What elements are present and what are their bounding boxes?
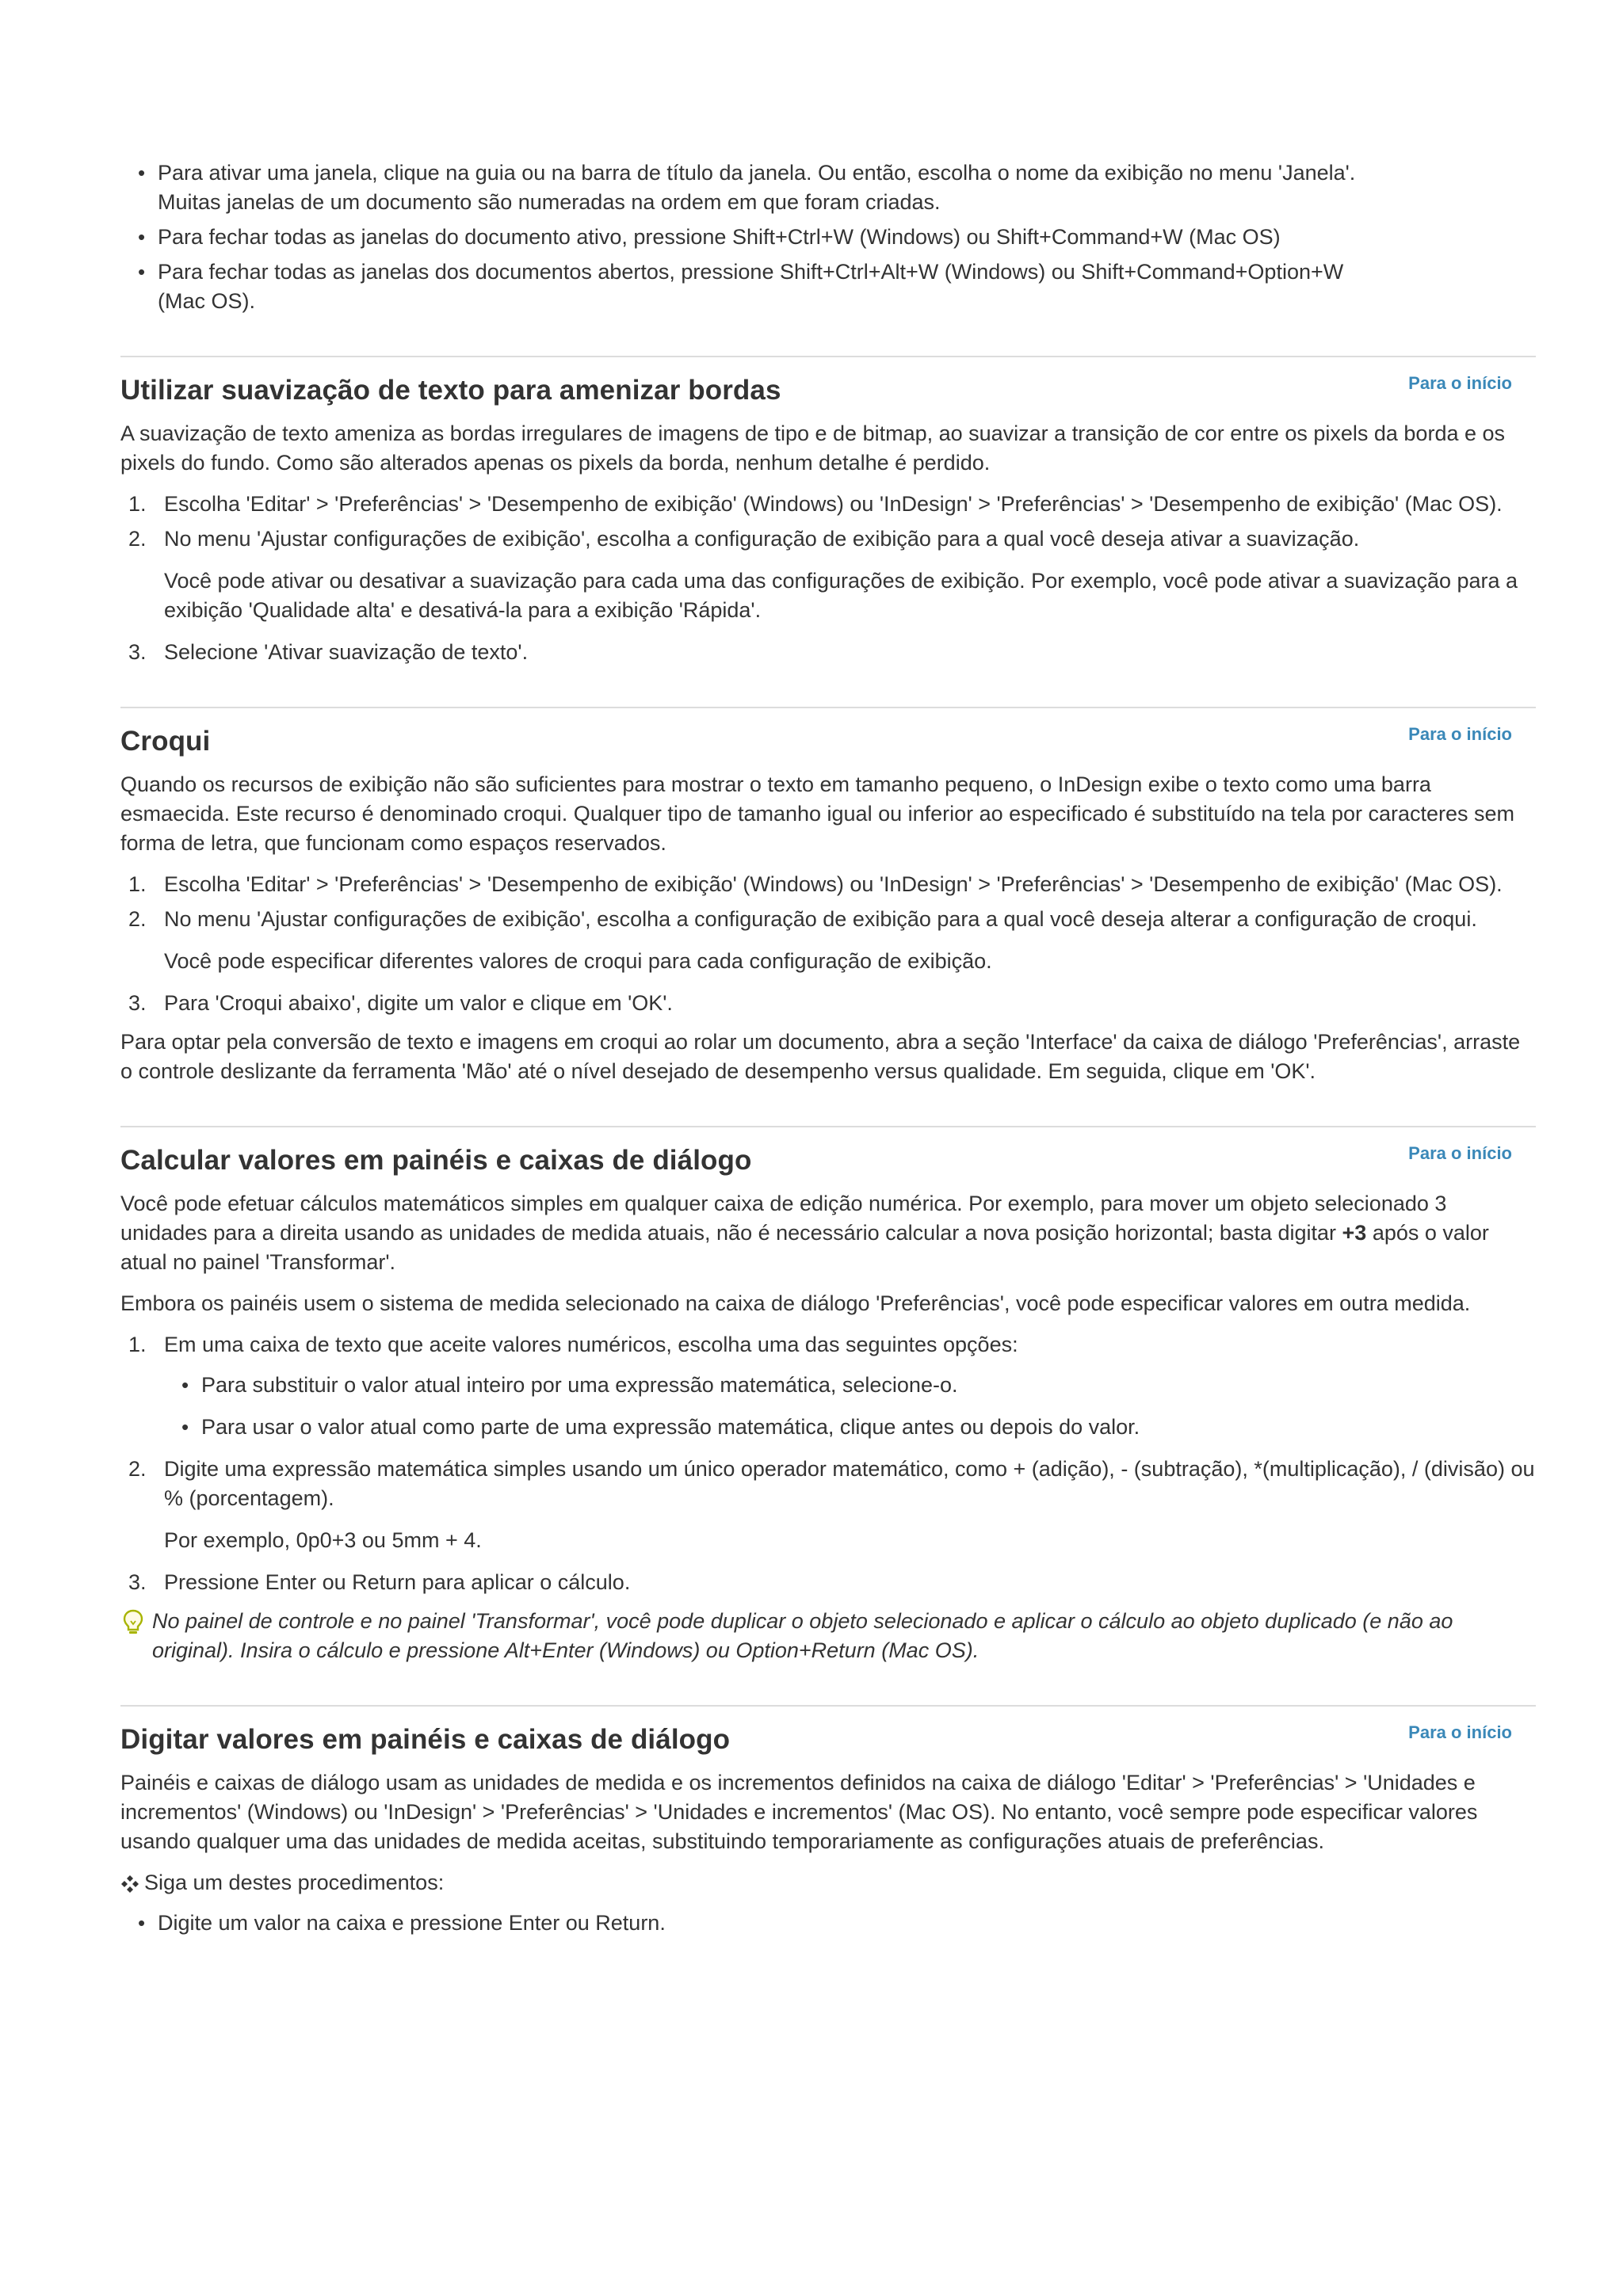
section-intro	[120, 1189, 1536, 1277]
back-to-top-link[interactable]: Para o início	[1408, 724, 1512, 744]
back-to-top-link[interactable]: Para o início	[1408, 1722, 1512, 1742]
four-diamonds-icon	[120, 1875, 139, 1894]
step-number: 1.	[128, 492, 147, 516]
section-title: Utilizar suavização de texto para amenizar bordas	[120, 375, 781, 406]
list-item: • Para fechar todas as janelas do documento ativo, pressione Shift+Ctrl+W (Windows) ou Shift+Command+W (Mac OS)	[158, 223, 1388, 252]
step-number: 2.	[128, 907, 147, 931]
step-item	[120, 1568, 1536, 1597]
lightbulb-icon	[120, 1608, 146, 1637]
section-calculate-values	[120, 1126, 1536, 1665]
step-item	[120, 1455, 1536, 1555]
step-number: 1.	[128, 1333, 147, 1356]
step-item	[120, 638, 1536, 667]
section-enter-values	[120, 1705, 1536, 1938]
intro-bold-value: +3	[1342, 1221, 1367, 1245]
step-text: Pressione Enter ou Return para aplicar o cálculo.	[164, 1570, 631, 1594]
step-note: Por exemplo, 0p0+3 ou 5mm + 4.	[164, 1528, 482, 1552]
list-item: • Para usar o valor atual como parte de uma expressão matemática, clique antes ou depois do valor.	[201, 1413, 1536, 1442]
section-greeking	[120, 707, 1536, 1086]
tip-note	[120, 1607, 1536, 1665]
step-item	[120, 905, 1536, 976]
step-number: 2.	[128, 1457, 147, 1481]
step-text: No menu 'Ajustar configurações de exibição', escolha a configuração de exibição para a qual você deseja ativar a suavização.	[164, 527, 1360, 551]
section-title: Croqui	[120, 726, 211, 757]
step-text: Escolha 'Editar' > 'Preferências' > 'Desempenho de exibição' (Windows) ou 'InDesign' > 'Preferências' > 'Desempenho de exibição' (Mac OS).	[164, 872, 1503, 896]
list-item: • Digite um valor na caixa e pressione Enter ou Return.	[158, 1909, 1388, 1938]
step-item	[120, 989, 1536, 1018]
steps-list	[120, 870, 1536, 1018]
procedure-text: Siga um destes procedimentos:	[144, 1871, 445, 1894]
step-number: 3.	[128, 1570, 147, 1594]
steps-list	[120, 1330, 1536, 1597]
step-text: Digite uma expressão matemática simples usando um único operador matemático, como + (adição), - (subtração), *(multiplicação), / (divisão) ou % (porcentagem).	[164, 1457, 1535, 1510]
intro-bullet-list	[120, 158, 1388, 316]
step-item	[120, 870, 1536, 899]
step-number: 2.	[128, 527, 147, 551]
step-number: 3.	[128, 640, 147, 664]
section-text-smoothing	[120, 356, 1536, 667]
tip-text: No painel de controle e no painel 'Transformar', você pode duplicar o objeto selecionado e aplicar o cálculo ao objeto duplicado (e não ao original). Insira o cálculo e pressione Alt+Enter (Windows) ou Option+Return (Mac OS).	[152, 1609, 1453, 1662]
step-text: Em uma caixa de texto que aceite valores numéricos, escolha uma das seguintes opções:	[164, 1333, 1018, 1356]
back-to-top-link[interactable]: Para o início	[1408, 373, 1512, 393]
section-title: Digitar valores em painéis e caixas de diálogo	[120, 1724, 731, 1755]
intro-text: após o valor atual no painel 'Transformar'.	[120, 1221, 1489, 1274]
section-outro: Para optar pela conversão de texto e imagens em croqui ao rolar um documento, abra a seção 'Interface' da caixa de diálogo 'Preferências', arraste o controle deslizante da ferramenta 'Mão' até o nível desejado de desempenho versus qualidade. Em seguida, clique em 'OK'.	[120, 1030, 1521, 1083]
step-text: Para 'Croqui abaixo', digite um valor e clique em 'OK'.	[164, 991, 673, 1015]
list-item: • Para ativar uma janela, clique na guia ou na barra de título da janela. Ou então, escolha o nome da exibição no menu 'Janela'. Muitas janelas de um documento são numeradas na ordem em que foram criadas.	[158, 158, 1388, 217]
procedure-bullet-list	[120, 1909, 1388, 1938]
step-text: Selecione 'Ativar suavização de texto'.	[164, 640, 529, 664]
step-item	[120, 1330, 1536, 1442]
step-text: Escolha 'Editar' > 'Preferências' > 'Desempenho de exibição' (Windows) ou 'InDesign' > 'Preferências' > 'Desempenho de exibição' (Mac OS).	[164, 492, 1503, 516]
steps-list	[120, 490, 1536, 667]
step-item	[120, 524, 1536, 625]
step-note: Você pode especificar diferentes valores de croqui para cada configuração de exibição.	[164, 949, 992, 973]
step-text: No menu 'Ajustar configurações de exibição', escolha a configuração de exibição para a qual você deseja alterar a configuração de croqui.	[164, 907, 1477, 931]
section-intro: Painéis e caixas de diálogo usam as unidades de medida e os incrementos definidos na caixa de diálogo 'Editar' > 'Preferências' > 'Unidades e incrementos' (Windows) ou 'InDesign' > 'Preferências' > 'Unidades e incrementos' (Mac OS). No entanto, você sempre pode especificar valores usando qualquer uma das unidades de medida aceitas, substituindo temporariamente as configurações atuais de preferências.	[120, 1771, 1478, 1853]
list-item: • Para fechar todas as janelas dos documentos abertos, pressione Shift+Ctrl+Alt+W (Windows) ou Shift+Command+Option+W (Mac OS).	[158, 257, 1388, 316]
step-note: Você pode ativar ou desativar a suavização para cada uma das configurações de exibição. Por exemplo, você pode ativar a suavização para a exibição 'Qualidade alta' e desativá-la para a exibição 'Rápida'.	[164, 569, 1518, 622]
list-item: • Para substituir o valor atual inteiro por uma expressão matemática, selecione-o.	[201, 1371, 1536, 1400]
option-bullet-list	[164, 1371, 1536, 1442]
section-intro: Quando os recursos de exibição não são suficientes para mostrar o texto em tamanho pequeno, o InDesign exibe o texto como uma barra esmaecida. Este recurso é denominado croqui. Qualquer tipo de tamanho igual ou inferior ao especificado é substituído na tela por caracteres sem forma de letra, que funcionam como espaços reservados.	[120, 772, 1515, 855]
back-to-top-link[interactable]: Para o início	[1408, 1143, 1512, 1163]
section-intro-2: Embora os painéis usem o sistema de medida selecionado na caixa de diálogo 'Preferências', você pode especificar valores em outra medida.	[120, 1291, 1471, 1315]
section-title: Calcular valores em painéis e caixas de diálogo	[120, 1145, 752, 1176]
section-intro: A suavização de texto ameniza as bordas irregulares de imagens de tipo e de bitmap, ao suavizar a transição de cor entre os pixels da borda e os pixels do fundo. Como são alterados apenas os pixels da borda, nenhum detalhe é perdido.	[120, 421, 1506, 475]
step-number: 3.	[128, 991, 147, 1015]
procedure-heading	[120, 1868, 1536, 1897]
intro-text: Você pode efetuar cálculos matemáticos simples em qualquer caixa de edição numérica. Por exemplo, para mover um objeto selecionado 3 unidades para a direita usando as unidades de medida atuais, não é necessário calcular a nova posição horizontal; basta digitar	[120, 1192, 1447, 1245]
step-item	[120, 490, 1536, 519]
step-number: 1.	[128, 872, 147, 896]
